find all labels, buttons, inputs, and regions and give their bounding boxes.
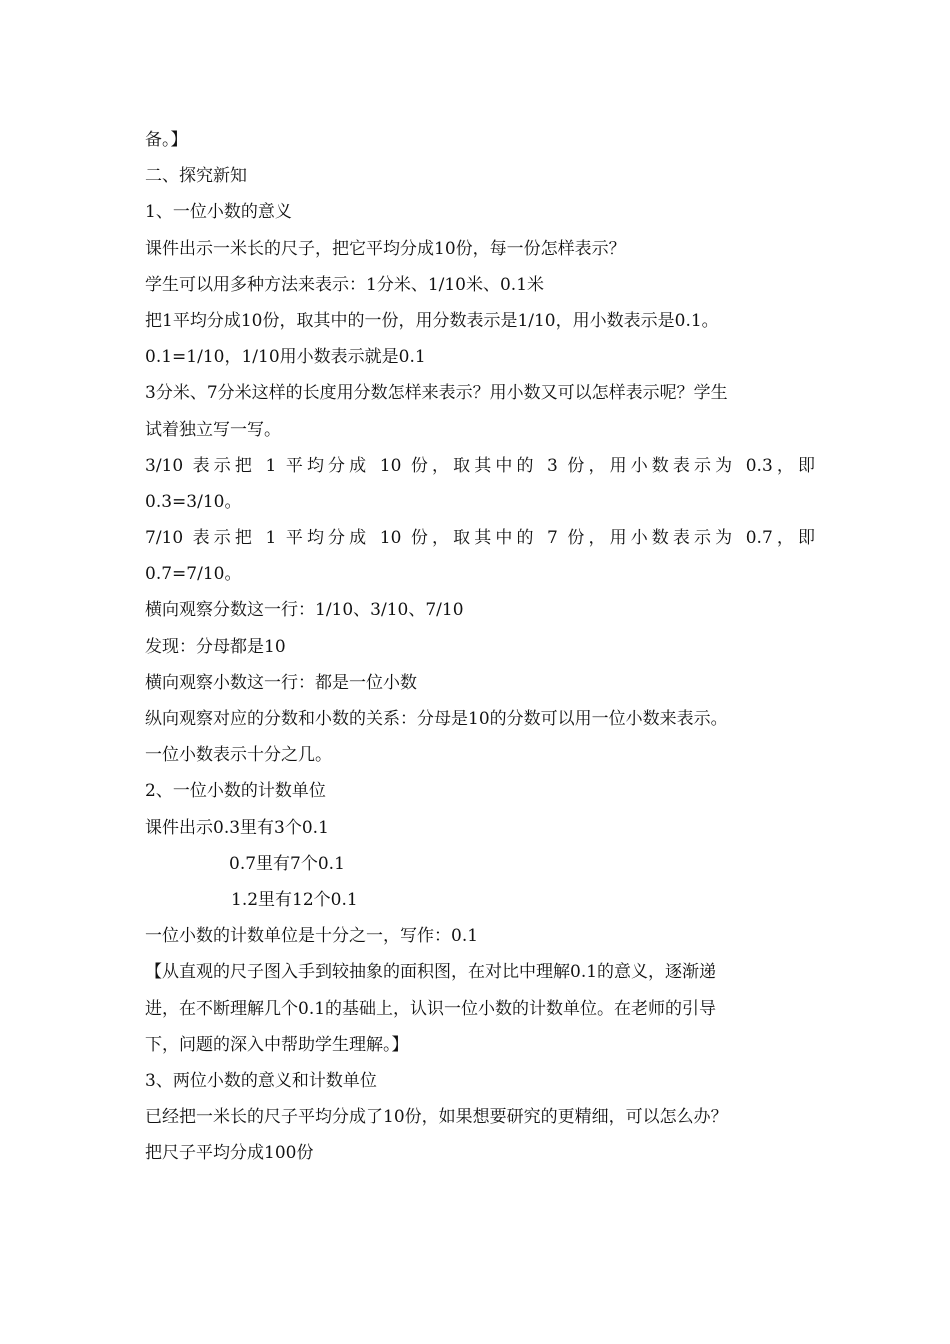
text-line: 1.2里有12个0.1 xyxy=(231,889,358,910)
document-body xyxy=(145,122,815,1171)
text-line: 0.7=7/10。 xyxy=(145,564,242,585)
text-line: 一位小数表示十分之几。 xyxy=(145,745,332,766)
text-line: 学生可以用多种方法来表示：1分米、1/10米、0.1米 xyxy=(145,274,545,295)
text-line: 试着独立写一写。 xyxy=(145,419,281,440)
text-line: 0.3=3/10。 xyxy=(145,491,242,512)
text-line: 0.7里有7个0.1 xyxy=(229,853,345,874)
text-line: 3/10 表示把 1 平均分成 10 份，取其中的 3 份，用小数表示为 0.3，即 xyxy=(145,455,815,476)
note-line: 进，在不断理解几个0.1的基础上，认识一位小数的计数单位。在老师的引导 xyxy=(145,998,717,1019)
text-line: 7/10 表示把 1 平均分成 10 份，取其中的 7 份，用小数表示为 0.7，即 xyxy=(145,528,815,549)
text-line: 横向观察分数这一行：1/10、3/10、7/10 xyxy=(145,600,464,621)
text-line: 把尺子平均分成100份 xyxy=(145,1143,314,1164)
subsection-heading: 1、一位小数的意义 xyxy=(145,202,292,223)
text-line: 3分米、7分米这样的长度用分数怎样来表示？用小数又可以怎样表示呢？学生 xyxy=(145,383,728,404)
text-line: 已经把一米长的尺子平均分成了10份，如果想要研究的更精细，可以怎么办？ xyxy=(145,1107,728,1128)
text-line: 课件出示一米长的尺子，把它平均分成10份，每一份怎样表示？ xyxy=(145,238,626,259)
text-line: 课件出示0.3里有3个0.1 xyxy=(145,817,329,838)
subsection-heading: 2、一位小数的计数单位 xyxy=(145,781,326,802)
text-line: 纵向观察对应的分数和小数的关系：分母是10的分数可以用一位小数来表示。 xyxy=(145,709,728,729)
text-line: 0.1=1/10，1/10用小数表示就是0.1 xyxy=(145,347,426,368)
note-line: 【从直观的尺子图入手到较抽象的面积图，在对比中理解0.1的意义，逐渐递 xyxy=(145,962,717,983)
text-line: 横向观察小数这一行：都是一位小数 xyxy=(145,672,417,693)
text-line: 备。】 xyxy=(145,130,188,150)
text-line: 把1平均分成10份，取其中的一份，用分数表示是1/10，用小数表示是0.1。 xyxy=(145,310,719,331)
note-line: 下，问题的深入中帮助学生理解。】 xyxy=(145,1034,409,1055)
text-line: 发现：分母都是10 xyxy=(145,636,286,657)
subsection-heading: 3、两位小数的意义和计数单位 xyxy=(145,1070,377,1091)
section-heading: 二、探究新知 xyxy=(145,166,247,187)
text-line: 一位小数的计数单位是十分之一，写作：0.1 xyxy=(145,926,479,947)
